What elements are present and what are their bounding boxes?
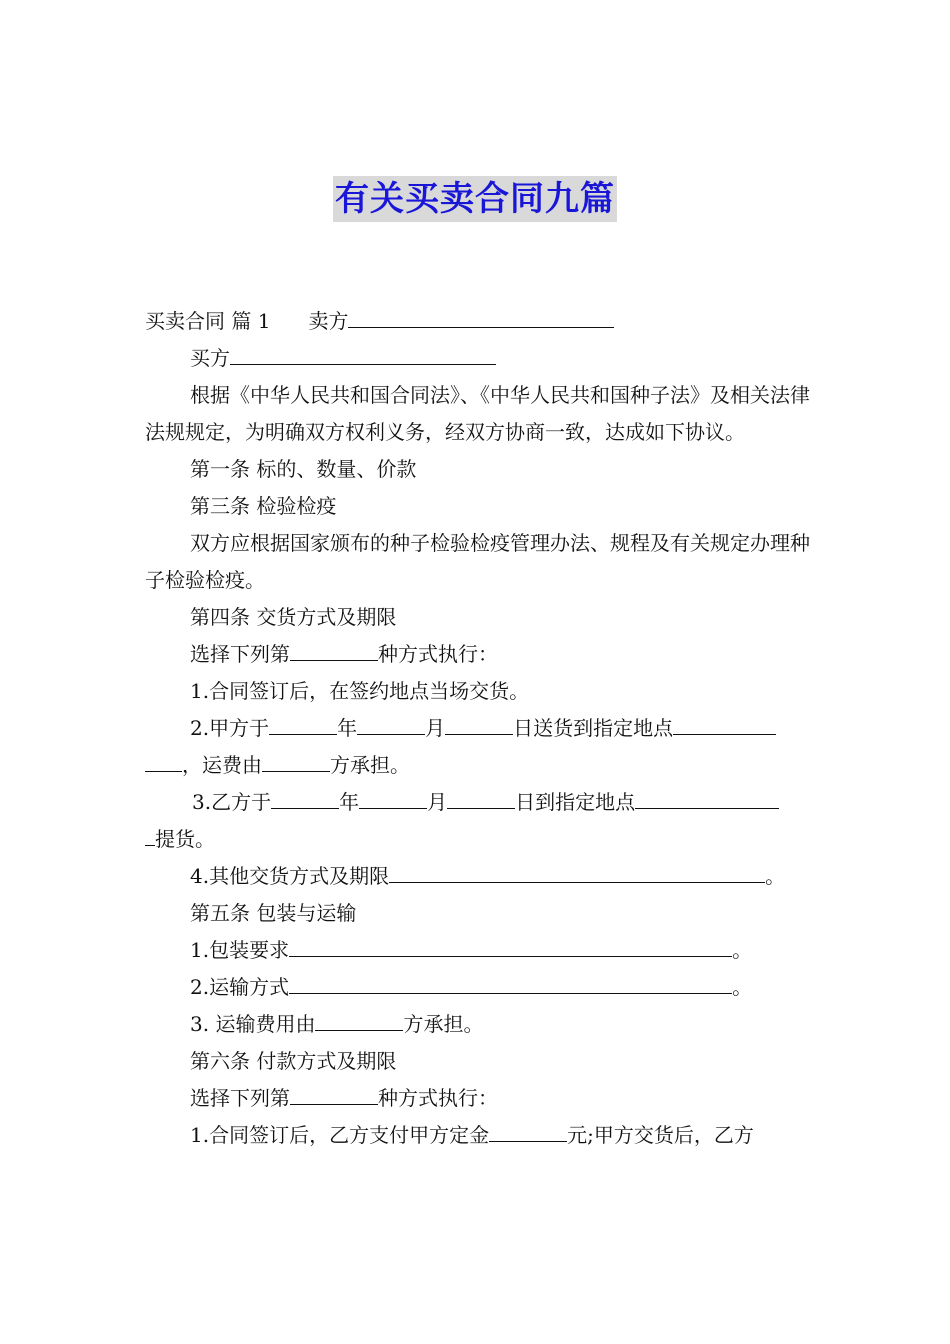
buyer-line — [145, 340, 810, 377]
transport-text: 2.运输方式 — [190, 975, 290, 999]
delivery-item-3 — [145, 784, 810, 821]
document-title — [0, 176, 950, 222]
year-label: 年 — [337, 716, 358, 740]
year-blank-3 — [271, 784, 339, 809]
inspection-text: 双方应根据国家颁布的种子检验检疫管理办法、规程及有关规定办理种子检验检疫。 — [145, 531, 810, 592]
delivery-item-4 — [145, 858, 810, 895]
option-suffix: 种方式执行： — [378, 642, 498, 666]
item-4-period: 。 — [765, 864, 786, 888]
buyer-label: 买方 — [190, 346, 230, 370]
item-3-location: 日到指定地点 — [515, 790, 636, 814]
item-4-text: 4.其他交货方式及期限 — [190, 864, 390, 888]
packaging-item-2 — [145, 969, 810, 1006]
item-3-text: 3.乙方于 — [192, 790, 272, 814]
packaging-blank — [289, 932, 732, 957]
deposit-text: 1.合同签订后，乙方支付甲方定金 — [190, 1123, 490, 1147]
deposit-suffix: 元;甲方交货后，乙方 — [567, 1123, 754, 1147]
option-prefix: 选择下列第 — [190, 642, 290, 666]
payment-option-prefix: 选择下列第 — [190, 1086, 290, 1110]
freight-blank — [262, 747, 330, 772]
transport-cost-text: 3. 运输费用由 — [190, 1012, 316, 1036]
transport-cost-suffix: 方承担。 — [403, 1012, 484, 1036]
location-blank-cont — [145, 747, 182, 772]
payment-item-1 — [145, 1117, 810, 1154]
item-2-text: 2.甲方于 — [190, 716, 270, 740]
article-1-heading: 第一条 标的、数量、价款 — [190, 457, 417, 481]
delivery-item-3-cont — [145, 821, 810, 858]
buyer-blank — [230, 340, 496, 365]
article-4-heading: 第四条 交货方式及期限 — [190, 605, 397, 629]
article-6-heading: 第六条 付款方式及期限 — [190, 1049, 397, 1073]
packaging-item-1 — [145, 932, 810, 969]
delivery-item-2-cont — [145, 747, 810, 784]
article-3-heading: 第三条 检验检疫 — [190, 494, 337, 518]
month-blank-3 — [359, 784, 427, 809]
location-blank-3-cont — [145, 821, 155, 846]
month-blank — [357, 710, 425, 735]
title-text: 有关买卖合同九篇 — [333, 176, 617, 222]
month-label: 月 — [425, 716, 446, 740]
inspection-paragraph — [145, 525, 810, 599]
other-delivery-blank — [389, 858, 765, 883]
day-blank-3 — [447, 784, 515, 809]
preamble-text: 根据《中华人民共和国合同法》、《中华人民共和国种子法》及相关法律法规规定，为明确双方权利义务，经双方协商一致，达成如下协议。 — [145, 383, 810, 444]
item-2-location: 日送货到指定地点 — [513, 716, 674, 740]
location-blank-3 — [635, 784, 779, 809]
packaging-period: 。 — [732, 938, 753, 962]
transport-period: 。 — [732, 975, 753, 999]
packaging-item-3 — [145, 1006, 810, 1043]
seller-blank — [348, 303, 614, 328]
packaging-text: 1.包装要求 — [190, 938, 290, 962]
deposit-blank — [489, 1117, 567, 1142]
option-blank — [290, 636, 378, 661]
year-label-3: 年 — [339, 790, 360, 814]
pickup-text: 提货。 — [155, 827, 215, 851]
year-blank — [269, 710, 337, 735]
document-body — [145, 303, 810, 1154]
delivery-option-line — [145, 636, 810, 673]
month-label-3: 月 — [427, 790, 448, 814]
delivery-item-2 — [145, 710, 810, 747]
contract-heading: 买卖合同 篇 1 — [145, 309, 271, 333]
seller-label: 卖方 — [308, 309, 349, 333]
preamble-paragraph — [145, 377, 810, 451]
transport-blank — [289, 969, 732, 994]
transport-cost-blank — [315, 1006, 403, 1031]
payment-option-line — [145, 1080, 810, 1117]
freight-text: ，运费由 — [182, 753, 262, 777]
freight-suffix: 方承担。 — [330, 753, 410, 777]
article-5-heading: 第五条 包装与运输 — [190, 901, 357, 925]
payment-option-suffix: 种方式执行： — [378, 1086, 498, 1110]
payment-option-blank — [290, 1080, 378, 1105]
contract-header-line — [145, 303, 810, 340]
delivery-item-1: 1.合同签订后，在签约地点当场交货。 — [190, 679, 530, 703]
location-blank — [673, 710, 776, 735]
day-blank — [445, 710, 513, 735]
